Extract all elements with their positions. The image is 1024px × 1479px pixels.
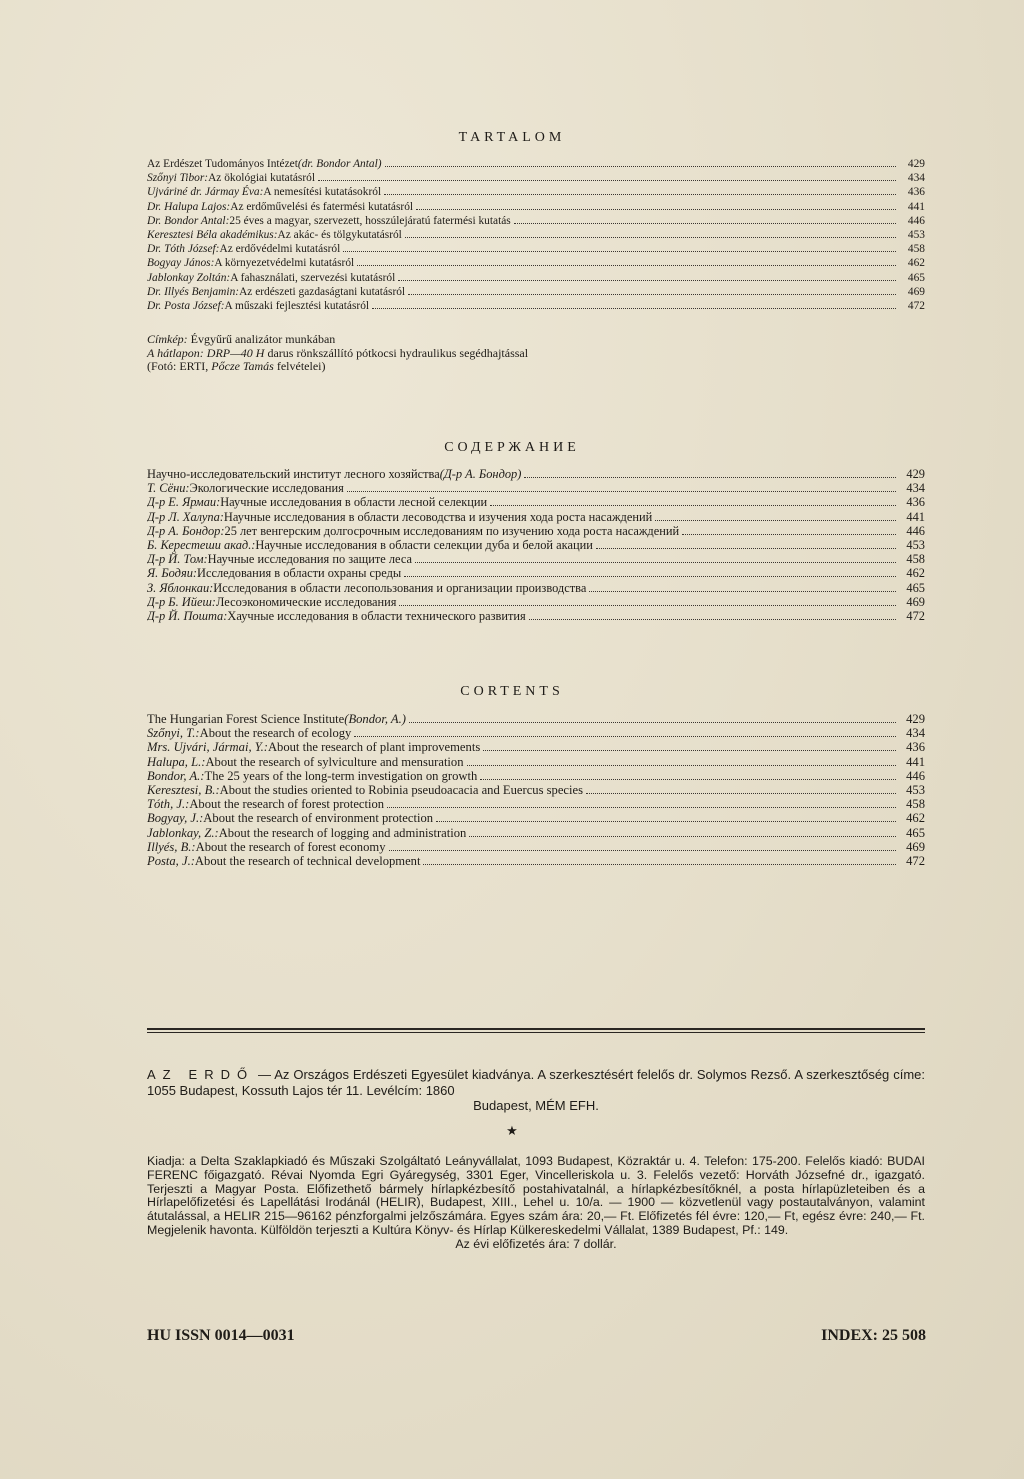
toc-title: About the research of technical development: [194, 853, 421, 868]
toc-title: Az erdészeti gazdaságtani kutatásról: [239, 285, 406, 298]
toc-page-number: 446: [907, 214, 925, 227]
journal-name: AZ ERDŐ: [147, 1067, 255, 1082]
toc-page-number: 462: [906, 566, 925, 581]
toc-author: Bondor, A.:: [147, 768, 205, 783]
toc-title: 25 éves a magyar, szervezett, hosszúlejáratú fatermési kutatás: [229, 214, 511, 227]
toc-title: Хаучные исследования в области технического развития: [227, 608, 526, 623]
divider-thin: [147, 1032, 925, 1033]
toc-page-number: 434: [907, 172, 925, 185]
cover-image-note: Címkép: Évgyűrű analizátor munkában: [147, 332, 336, 346]
toc-entry: [147, 242, 925, 256]
back-cover-note: A hátlapon: DRP—40 H darus rönkszállító pótkocsi hydraulikus segédhajtással: [147, 345, 529, 360]
toc-entry: [147, 595, 925, 609]
toc-page-number: 469: [906, 839, 925, 854]
leader-dots: [436, 813, 896, 823]
toc-title: Исследования в области лесопользования и организации производства: [213, 580, 587, 595]
toc-entry: [147, 740, 925, 754]
leader-dots: [347, 483, 896, 493]
toc-entry: [147, 609, 925, 623]
toc-entry: [147, 552, 925, 566]
toc-author: Szőnyi Tibor:: [147, 172, 209, 185]
toc-author: Д-р Е. Ярмаи:: [147, 495, 221, 510]
toc-page-number: 472: [906, 608, 925, 623]
toc-title: The Hungarian Forest Science Institute: [147, 712, 345, 726]
leader-dots: [405, 229, 896, 238]
toc-page-number: 453: [907, 228, 925, 241]
toc-title: Az Erdészet Tudományos Intézet: [147, 158, 298, 170]
toc-page-number: 434: [906, 726, 925, 741]
toc-page-number: 453: [906, 537, 925, 552]
toc-page-number: 462: [907, 257, 925, 270]
toc-title-suffix: (dr. Bondor Antal): [297, 158, 382, 170]
toc-author: Halupa, L.:: [147, 754, 206, 769]
toc-author: Keresztesi Béla akadémikus:: [147, 228, 278, 241]
leader-dots: [389, 841, 897, 851]
toc-title: 25 лет венгерским долгосрочным исследованиям по изучению хода роста насаждений: [224, 523, 680, 538]
leader-dots: [415, 553, 896, 563]
toc-author: Posta, J.:: [147, 853, 195, 868]
toc-title: A fahasználati, szervezési kutatásról: [230, 271, 396, 284]
photo-credit: (Fotó: ERTI, Pőcze Tamás felvételei): [147, 359, 326, 374]
toc-author: Dr. Halupa Lajos:: [147, 200, 231, 213]
english-toc-heading: CORTENTS: [460, 684, 564, 699]
toc-entry: [147, 581, 925, 595]
toc-author: Szőnyi, T.:: [147, 726, 200, 741]
leader-dots: [514, 215, 896, 224]
toc-page-number: 441: [906, 509, 925, 524]
toc-author: Jablonkay, Z.:: [147, 825, 219, 840]
toc-title: About the research of forest economy: [195, 839, 386, 854]
toc-entry: [147, 854, 925, 868]
leader-dots: [467, 756, 896, 766]
toc-author: З. Яблонкаи:: [147, 580, 214, 595]
toc-entry: [147, 271, 925, 285]
toc-entry: [147, 481, 925, 495]
toc-page-number: 436: [906, 495, 925, 510]
toc-page-number: 429: [906, 712, 925, 726]
toc-entry: [147, 755, 925, 769]
toc-page-number: 458: [906, 552, 925, 567]
toc-page-number: 469: [906, 594, 925, 609]
toc-entry: [147, 524, 925, 538]
toc-title: Az akác- és tölgykutatásról: [277, 228, 402, 241]
toc-page-number: 434: [906, 481, 925, 496]
divider-thick: [147, 1028, 925, 1030]
hungarian-toc: [147, 157, 925, 313]
toc-entry: [147, 214, 925, 228]
toc-title: Научные исследования по защите леса: [207, 552, 412, 567]
toc-page-number: 436: [906, 740, 925, 755]
toc-page-number: 446: [906, 523, 925, 538]
toc-author: Dr. Posta József:: [147, 299, 225, 312]
toc-entry: [147, 200, 925, 214]
leader-dots: [408, 286, 896, 295]
toc-page-number: 441: [906, 754, 925, 769]
toc-author: Illyés, B.:: [147, 839, 196, 854]
toc-entry: [147, 783, 925, 797]
toc-title: Научно-исследовательский институт лесного хозяйства: [147, 467, 440, 481]
toc-page-number: 469: [907, 285, 925, 298]
leader-dots: [586, 784, 896, 794]
toc-author: Dr. Illyés Benjamin:: [147, 285, 240, 298]
toc-author: Keresztesi, B.:: [147, 782, 220, 797]
toc-entry: [147, 797, 925, 811]
toc-title: The 25 years of the long-term investigation on growth: [204, 768, 478, 783]
toc-title: About the studies oriented to Robinia pseudoacacia and Euercus species: [219, 782, 584, 797]
toc-page-number: 453: [906, 782, 925, 797]
toc-author: Д-р Б. Ийеш:: [147, 594, 216, 609]
toc-title: About the research of plant improvements: [267, 740, 481, 755]
toc-entry: [147, 256, 925, 270]
toc-title: A környezetvédelmi kutatásról: [214, 257, 355, 270]
toc-entry: [147, 538, 925, 552]
toc-author: Д-р А. Бондор:: [147, 523, 225, 538]
leader-dots: [596, 539, 896, 549]
toc-title: A nemesítési kutatásokról: [263, 186, 382, 199]
toc-entry: [147, 467, 925, 481]
toc-author: Bogyay János:: [147, 257, 215, 270]
toc-entry: [147, 566, 925, 580]
toc-page-number: 462: [906, 811, 925, 826]
leader-dots: [385, 158, 896, 167]
issn-number: HU ISSN 0014—0031: [147, 1327, 295, 1344]
toc-entry: [147, 769, 925, 783]
toc-entry: [147, 171, 925, 185]
imprint: [147, 1155, 925, 1252]
toc-author: Tóth, J.:: [147, 797, 190, 812]
toc-entry: [147, 811, 925, 825]
toc-title: Az erdővédelmi kutatásról: [219, 243, 341, 256]
leader-dots: [399, 596, 896, 606]
toc-author: Dr. Bondor Antal:: [147, 214, 230, 227]
toc-author: Д-р Й. Пошта:: [147, 608, 228, 623]
publisher-info: AZ ERDŐ — Az Országos Erdészeti Egyesület kiadványa. A szerkesztésért felelős dr. Solymos Rezső. A szerkesztőség címe: 1055 Budapest, Kossuth Lajos tér 11. Levélcím: 1860 Budapest, MÉM EFH.: [147, 1067, 925, 1113]
toc-page-number: 465: [906, 825, 925, 840]
russian-toc-heading: СОДЕРЖАНИЕ: [444, 440, 580, 455]
toc-title: About the research of ecology: [199, 726, 352, 741]
toc-entry: [147, 185, 925, 199]
toc-entry: [147, 157, 925, 171]
toc-title: Исследования в области охраны среды: [197, 566, 402, 581]
leader-dots: [483, 742, 896, 752]
toc-page-number: 458: [907, 243, 925, 256]
toc-author: Б. Керестеши акад.:: [147, 537, 256, 552]
toc-author: Jablonkay Zoltán:: [147, 271, 231, 284]
annual-price: Az évi előfizetés ára: 7 dollár.: [455, 1236, 617, 1251]
leader-dots: [416, 201, 896, 210]
toc-title: About the research of sylviculture and mensuration: [205, 754, 464, 769]
imprint-text: Kiadja: a Delta Szaklapkiadó és Műszaki Szolgáltató Leányvállalat, 1093 Budapest, Közraktár u. 4. Telefon: 175-200. Felelős kiadó: BUDAI FERENC főigazgató. Révai Nyomda Egri Gyáregység, 3301 Eger, Vincelleriskola u. 3. Felelős vezető: Horváth Józsefné dr., igazgató. Terjeszti a Magyar Posta. Előfizethető bármely hírlapkézbesítő postahivatalnál, a hírlapkézbesítőknél, a posta hírlapüzleteiben és a Hírlapelőfizetési és Lapellátási Irodánál (HELIR), Budapest, XIII., Lehel u. 10/a. — 1900 — közvetlenül vagy postautalványon, valamint átutalással, a HELIR 215—96162 pénzforgalmi jelzőszámára. Egyes szám ára: 20,— Ft. Előfizetés fél évre: 120,— Ft, egész évre: 240,— Ft. Megjelenik havonta. Külföldön terjeszti a Kultúra Könyv- és Hírlap Külkereskedelmi Vállalat, 1389 Budapest, Pf.: 149.: [147, 1154, 925, 1237]
leader-dots: [318, 172, 896, 181]
toc-author: Dr. Tóth József:: [147, 243, 220, 256]
toc-author: Mrs. Ujvári, Jármai, Y.:: [147, 740, 268, 755]
toc-title: About the research of environment protection: [203, 811, 434, 826]
leader-dots: [655, 511, 896, 521]
toc-page-number: 472: [907, 299, 925, 312]
toc-page-number: 436: [907, 186, 925, 199]
toc-author: Ujváriné dr. Jármay Éva:: [147, 186, 264, 199]
toc-title: Научные исследования в области лесной селекции: [220, 495, 488, 510]
leader-dots: [529, 610, 896, 620]
toc-title: Научные исследования в области лесоводства и изучения хода роста насаждений: [223, 509, 653, 524]
leader-dots: [490, 497, 896, 507]
leader-dots: [524, 468, 896, 478]
toc-title: Az erdőművelési és fatermési kutatásról: [230, 200, 414, 213]
toc-entry: [147, 826, 925, 840]
toc-page-number: 465: [907, 271, 925, 284]
toc-page-number: 458: [906, 797, 925, 812]
english-toc: [147, 712, 925, 868]
toc-title: About the research of logging and administration: [218, 825, 467, 840]
leader-dots: [469, 827, 896, 837]
toc-author: Д-р Й. Том:: [147, 552, 208, 567]
toc-author: Д-р Л. Халупа:: [147, 509, 224, 524]
russian-toc: [147, 467, 925, 623]
leader-dots: [357, 257, 896, 266]
leader-dots: [682, 525, 896, 535]
toc-entry: [147, 228, 925, 242]
toc-entry: [147, 840, 925, 854]
toc-title-suffix: (Bondor, A.): [344, 712, 406, 726]
leader-dots: [404, 568, 896, 578]
toc-author: Я. Бодяи:: [147, 566, 198, 581]
index-number: INDEX: 25 508: [821, 1327, 926, 1344]
toc-page-number: 465: [906, 580, 925, 595]
toc-title: Экологические исследования: [189, 481, 344, 496]
toc-title-suffix: (Д-р А. Бондор): [439, 467, 522, 481]
hungarian-toc-heading: TARTALOM: [458, 130, 566, 145]
toc-title: Научные исследования в области селекции дуба и белой акации: [255, 537, 593, 552]
leader-dots: [398, 272, 896, 281]
leader-dots: [343, 243, 896, 252]
toc-entry: [147, 299, 925, 313]
toc-page-number: 441: [907, 200, 925, 213]
leader-dots: [589, 582, 896, 592]
toc-author: Т. Сёни:: [147, 481, 190, 496]
toc-entry: [147, 726, 925, 740]
leader-dots: [480, 770, 896, 780]
toc-title: Az ökológiai kutatásról: [208, 172, 315, 185]
toc-entry: [147, 285, 925, 299]
leader-dots: [384, 186, 896, 195]
leader-dots: [372, 300, 896, 309]
star-separator: ★: [506, 1124, 518, 1139]
cover-notes: [147, 333, 925, 374]
toc-title: About the research of forest protection: [189, 797, 385, 812]
toc-page-number: 429: [906, 467, 925, 481]
leader-dots: [423, 855, 896, 865]
toc-author: Bogyay, J.:: [147, 811, 204, 826]
leader-dots: [354, 727, 896, 737]
leader-dots: [409, 713, 896, 723]
toc-title: A műszaki fejlesztési kutatásról: [224, 299, 370, 312]
leader-dots: [387, 798, 896, 808]
toc-page-number: 429: [907, 158, 925, 170]
toc-title: Лесоэкономические исследования: [215, 594, 397, 609]
toc-entry: [147, 510, 925, 524]
toc-entry: [147, 495, 925, 509]
toc-page-number: 472: [906, 853, 925, 868]
toc-entry: [147, 712, 925, 726]
toc-page-number: 446: [906, 768, 925, 783]
